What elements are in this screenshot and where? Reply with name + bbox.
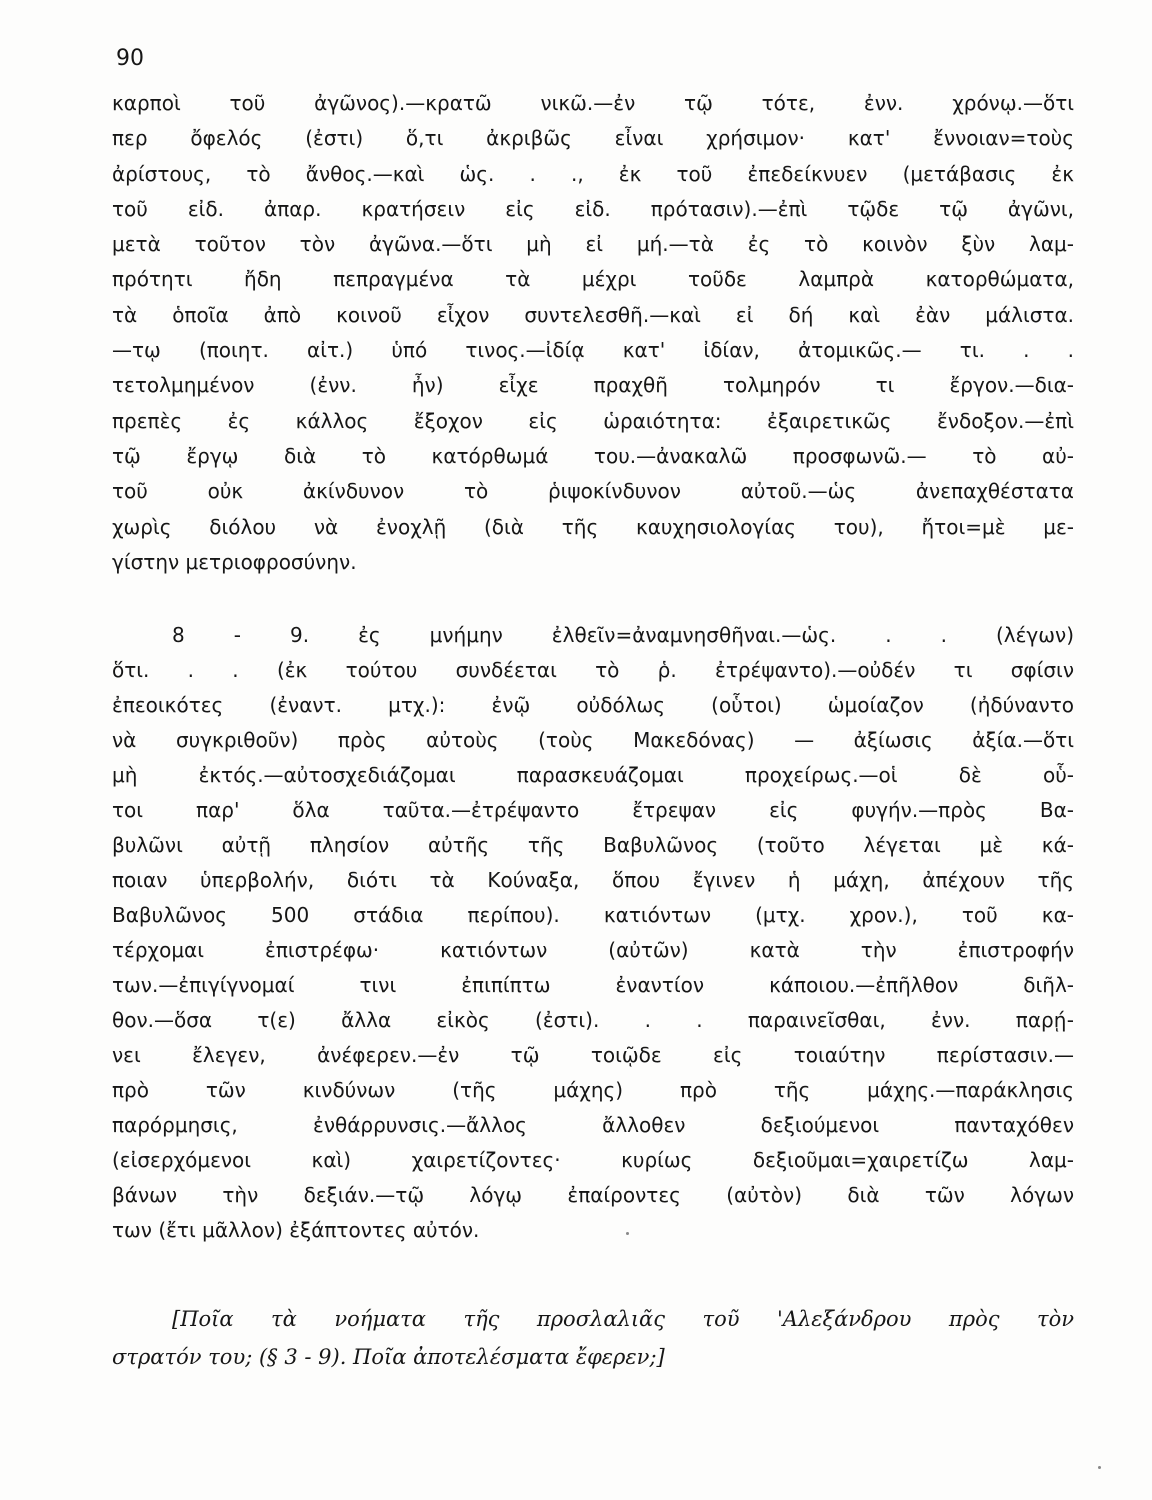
- text-line: των (ἔτι μᾶλλον) ἐξάπτοντες αὐτόν.: [112, 1218, 480, 1242]
- text-line: ποιαν ὑπερβολήν, διότι τὰ Κούναξα, ὅπου ἔγινεν ἡ μάχη, ἀπέχουν τῆς: [112, 868, 1074, 892]
- text-line: περ ὄφελός (ἐστι) ὅ,τι ἀκριβῶς εἶναι χρήσιμον· κατ' ἔννοιαν=τοὺς: [112, 126, 1074, 151]
- text-line: πρότητι ἤδη πεπραγμένα τὰ μέχρι τοῦδε λαμπρὰ κατορθώματα,: [112, 267, 1074, 292]
- question-line: στρατόν του; (§ 3 - 9). Ποῖα ἀποτελέσματα ἔφερεν;]: [112, 1345, 665, 1369]
- text-line: παρόρμησις, ἐνθάρρυνσις.—ἄλλος ἄλλοθεν δεξιούμενοι πανταχόθεν: [112, 1113, 1074, 1137]
- text-line: χωρὶς διόλου νὰ ἐνοχλῇ (διὰ τῆς καυχησιολογίας του), ἤτοι=μὲ με-: [112, 514, 1074, 539]
- review-question: [112, 1300, 1074, 1376]
- text-line: τοι παρ' ὅλα ταῦτα.—ἐτρέψαντο ἔτρεψαν εἰς φυγήν.—πρὸς Βα-: [112, 798, 1074, 822]
- text-line: τέρχομαι ἐπιστρέφω· κατιόντων (αὐτῶν) κατὰ τὴν ἐπιστροφήν: [112, 938, 1074, 962]
- text-line: βυλῶνι αὐτῇ πλησίον αὐτῆς τῆς Βαβυλῶνος (τοῦτο λέγεται μὲ κά-: [112, 833, 1074, 857]
- commentary-paragraph-1: [112, 86, 1074, 580]
- text-line: τῷ ἔργῳ διὰ τὸ κατόρθωμά του.—ἀνακαλῶ προσφωνῶ.— τὸ αὐ-: [112, 443, 1074, 468]
- text-line: τὰ ὁποῖα ἀπὸ κοινοῦ εἶχον συντελεσθῆ.—καὶ εἰ δή καὶ ἐὰν μάλιστα.: [112, 302, 1074, 327]
- text-line: τοῦ οὐκ ἀκίνδυνον τὸ ῥιψοκίνδυνον αὐτοῦ.—ὡς ἀνεπαχθέστατα: [112, 479, 1074, 504]
- text-line: καρποὶ τοῦ ἀγῶνος).—κρατῶ νικῶ.—ἐν τῷ τότε, ἐνν. χρόνῳ.—ὅτι: [112, 91, 1074, 115]
- text-line: θον.—ὅσα τ(ε) ἄλλα εἰκὸς (ἐστι). . . παραινεῖσθαι, ἐνν. παρῄ-: [112, 1008, 1074, 1032]
- scan-speck: [1098, 1466, 1101, 1469]
- page-number: 90: [116, 46, 144, 71]
- text-line: πρεπὲς ἐς κάλλος ἔξοχον εἰς ὡραιότητα: ἐξαιρετικῶς ἔνδοξον.—ἐπὶ: [112, 408, 1074, 433]
- text-line: Βαβυλῶνος 500 στάδια περίπου). κατιόντων (μτχ. χρον.), τοῦ κα-: [112, 903, 1074, 927]
- text-line: —τῳ (ποιητ. αἰτ.) ὑπό τινος.—ἰδίᾳ κατ' ἰδίαν, ἀτομικῶς.— τι. . .: [112, 338, 1074, 363]
- text-line: μὴ ἐκτός.—αὐτοσχεδιάζομαι παρασκευάζομαι προχείρως.—οἱ δὲ οὗ-: [112, 763, 1074, 787]
- text-line: πρὸ τῶν κινδύνων (τῆς μάχης) πρὸ τῆς μάχης.—παράκλησις: [112, 1078, 1074, 1102]
- text-line: νὰ συγκριθοῦν) πρὸς αὐτοὺς (τοὺς Μακεδόνας) — ἀξίωσις ἀξία.—ὅτι: [112, 728, 1074, 752]
- text-line: (εἰσερχόμενοι καὶ) χαιρετίζοντες· κυρίως δεξιοῦμαι=χαιρετίζω λαμ-: [112, 1148, 1074, 1172]
- text-line: μετὰ τοῦτον τὸν ἀγῶνα.—ὅτι μὴ εἰ μή.—τὰ ἐς τὸ κοινὸν ξὺν λαμ-: [112, 232, 1074, 257]
- scan-speck: [626, 1232, 629, 1235]
- text-line: ὅτι. . . (ἐκ τούτου συνδέεται τὸ ῥ. ἐτρέψαντο).—οὐδέν τι σφίσιν: [112, 658, 1074, 682]
- text-line: νει ἔλεγεν, ἀνέφερεν.—ἐν τῷ τοιῷδε εἰς τοιαύτην περίστασιν.—: [112, 1043, 1074, 1067]
- text-line: τετολμημένον (ἐνν. ἦν) εἶχε πραχθῆ τολμηρόν τι ἔργον.—δια-: [112, 373, 1074, 398]
- text-line: τοῦ εἰδ. ἀπαρ. κρατήσειν εἰς εἰδ. πρότασιν).—ἐπὶ τῷδε τῷ ἀγῶνι,: [112, 196, 1074, 221]
- text-line: των.—ἐπιγίγνομαί τινι ἐπιπίπτω ἐναντίον κάποιου.—ἐπῆλθον διῆλ-: [112, 973, 1074, 997]
- text-line: γίστην μετριοφροσύνην.: [112, 549, 357, 574]
- text-line: βάνων τὴν δεξιάν.—τῷ λόγῳ ἐπαίροντες (αὐτὸν) διὰ τῶν λόγων: [112, 1183, 1074, 1207]
- text-line: ἀρίστους, τὸ ἄνθος.—καὶ ὡς. . ., ἐκ τοῦ ἐπεδείκνυεν (μετάβασις ἐκ: [112, 161, 1074, 186]
- commentary-paragraph-2: [112, 618, 1074, 1248]
- text-line: ἐπεοικότες (ἐναντ. μτχ.): ἐνῷ οὐδόλως (οὗτοι) ὡμοίαζον (ἠδύναντο: [112, 693, 1074, 717]
- text-line: 8 - 9. ἐς μνήμην ἐλθεῖν=ἀναμνησθῆναι.—ὡς. . . (λέγων): [172, 623, 1074, 647]
- question-line: [Ποῖα τὰ νοήματα τῆς προσλαλιᾶς τοῦ 'Αλεξάνδρου πρὸς τὸν: [172, 1307, 1074, 1331]
